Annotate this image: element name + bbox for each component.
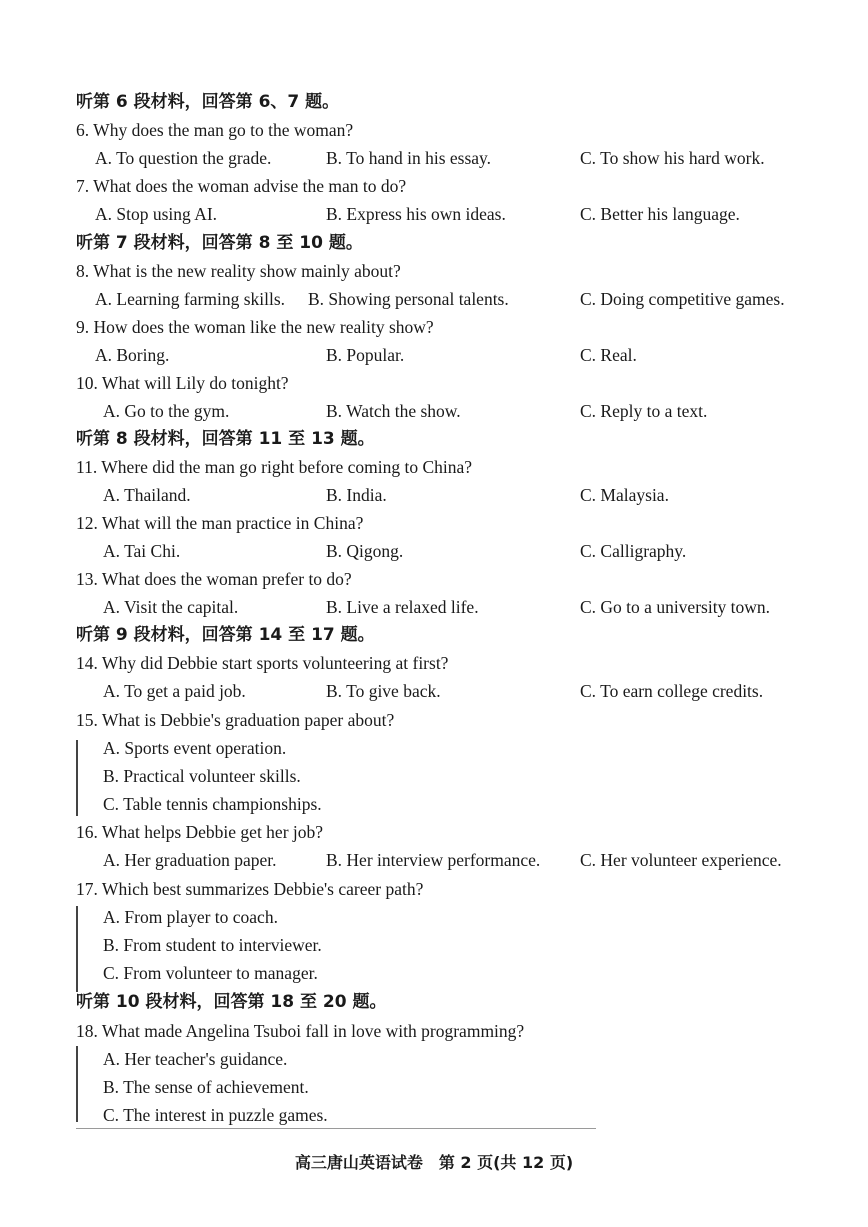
question-12-option-b: B. Qigong. bbox=[326, 541, 404, 561]
section-heading-10: 听第 10 段材料，回答第 18 至 20 题。 bbox=[76, 992, 387, 1012]
question-8-stem: 8. What is the new reality show mainly about? bbox=[76, 261, 401, 281]
question-7-option-b: B. Express his own ideas. bbox=[326, 204, 506, 224]
question-6-stem: 6. Why does the man go to the woman? bbox=[76, 120, 354, 140]
section-heading-7: 听第 7 段材料，回答第 8 至 10 题。 bbox=[76, 233, 363, 253]
question-9-option-a: A. Boring. bbox=[95, 345, 170, 365]
question-18-option-c: C. The interest in puzzle games. bbox=[103, 1105, 328, 1125]
question-16-option-b: B. Her interview performance. bbox=[326, 850, 541, 870]
question-15-option-c: C. Table tennis championships. bbox=[103, 794, 322, 814]
section-heading-9: 听第 9 段材料，回答第 14 至 17 题。 bbox=[76, 625, 375, 645]
question-17-option-a: A. From player to coach. bbox=[103, 907, 278, 927]
question-13-option-a: A. Visit the capital. bbox=[103, 597, 239, 617]
question-10-stem: 10. What will Lily do tonight? bbox=[76, 373, 289, 393]
question-15-stem: 15. What is Debbie's graduation paper about? bbox=[76, 710, 395, 730]
question-14-option-c: C. To earn college credits. bbox=[580, 681, 764, 701]
question-17-option-c: C. From volunteer to manager. bbox=[103, 963, 318, 983]
question-6-option-b: B. To hand in his essay. bbox=[326, 148, 492, 168]
question-10-option-c: C. Reply to a text. bbox=[580, 401, 708, 421]
question-17-option-b: B. From student to interviewer. bbox=[103, 935, 322, 955]
question-7-stem: 7. What does the woman advise the man to do? bbox=[76, 176, 407, 196]
question-13-option-b: B. Live a relaxed life. bbox=[326, 597, 479, 617]
question-9-option-c: C. Real. bbox=[580, 345, 637, 365]
question-8-option-b: B. Showing personal talents. bbox=[308, 289, 509, 309]
question-8-option-c: C. Doing competitive games. bbox=[580, 289, 785, 309]
question-11-option-a: A. Thailand. bbox=[103, 485, 191, 505]
question-18-option-a: A. Her teacher's guidance. bbox=[103, 1049, 288, 1069]
question-10-option-a: A. Go to the gym. bbox=[103, 401, 230, 421]
question-13-option-c: C. Go to a university town. bbox=[580, 597, 771, 617]
question-9-stem: 9. How does the woman like the new reality show? bbox=[76, 317, 434, 337]
question-8-option-a: A. Learning farming skills. bbox=[95, 289, 286, 309]
question-14-option-a: A. To get a paid job. bbox=[103, 681, 246, 701]
section-heading-8: 听第 8 段材料，回答第 11 至 13 题。 bbox=[76, 429, 375, 449]
question-18-stem: 18. What made Angelina Tsuboi fall in love with programming? bbox=[76, 1021, 525, 1041]
question-6-option-a: A. To question the grade. bbox=[95, 148, 272, 168]
section-heading-6: 听第 6 段材料，回答第 6、7 题。 bbox=[76, 92, 340, 112]
question-10-option-b: B. Watch the show. bbox=[326, 401, 461, 421]
question-14-option-b: B. To give back. bbox=[326, 681, 441, 701]
question-9-option-b: B. Popular. bbox=[326, 345, 405, 365]
question-12-stem: 12. What will the man practice in China? bbox=[76, 513, 364, 533]
margin-bar bbox=[76, 1046, 78, 1122]
question-16-option-a: A. Her graduation paper. bbox=[103, 850, 277, 870]
question-11-stem: 11. Where did the man go right before coming to China? bbox=[76, 457, 473, 477]
question-7-option-a: A. Stop using AI. bbox=[95, 204, 218, 224]
question-16-option-c: C. Her volunteer experience. bbox=[580, 850, 782, 870]
page-footer: 高三唐山英语试卷 第 2 页(共 12 页) bbox=[294, 1153, 574, 1172]
question-14-stem: 14. Why did Debbie start sports volunteering at first? bbox=[76, 653, 449, 673]
question-6-option-c: C. To show his hard work. bbox=[580, 148, 765, 168]
question-11-option-c: C. Malaysia. bbox=[580, 485, 669, 505]
question-13-stem: 13. What does the woman prefer to do? bbox=[76, 569, 352, 589]
margin-bar bbox=[76, 906, 78, 992]
margin-bar bbox=[76, 740, 78, 816]
question-15-option-b: B. Practical volunteer skills. bbox=[103, 766, 301, 786]
bottom-divider bbox=[76, 1128, 596, 1129]
question-7-option-c: C. Better his language. bbox=[580, 204, 740, 224]
question-16-stem: 16. What helps Debbie get her job? bbox=[76, 822, 324, 842]
question-18-option-b: B. The sense of achievement. bbox=[103, 1077, 309, 1097]
question-12-option-a: A. Tai Chi. bbox=[103, 541, 181, 561]
question-15-option-a: A. Sports event operation. bbox=[103, 738, 287, 758]
question-12-option-c: C. Calligraphy. bbox=[580, 541, 687, 561]
question-17-stem: 17. Which best summarizes Debbie's career path? bbox=[76, 879, 424, 899]
question-11-option-b: B. India. bbox=[326, 485, 387, 505]
